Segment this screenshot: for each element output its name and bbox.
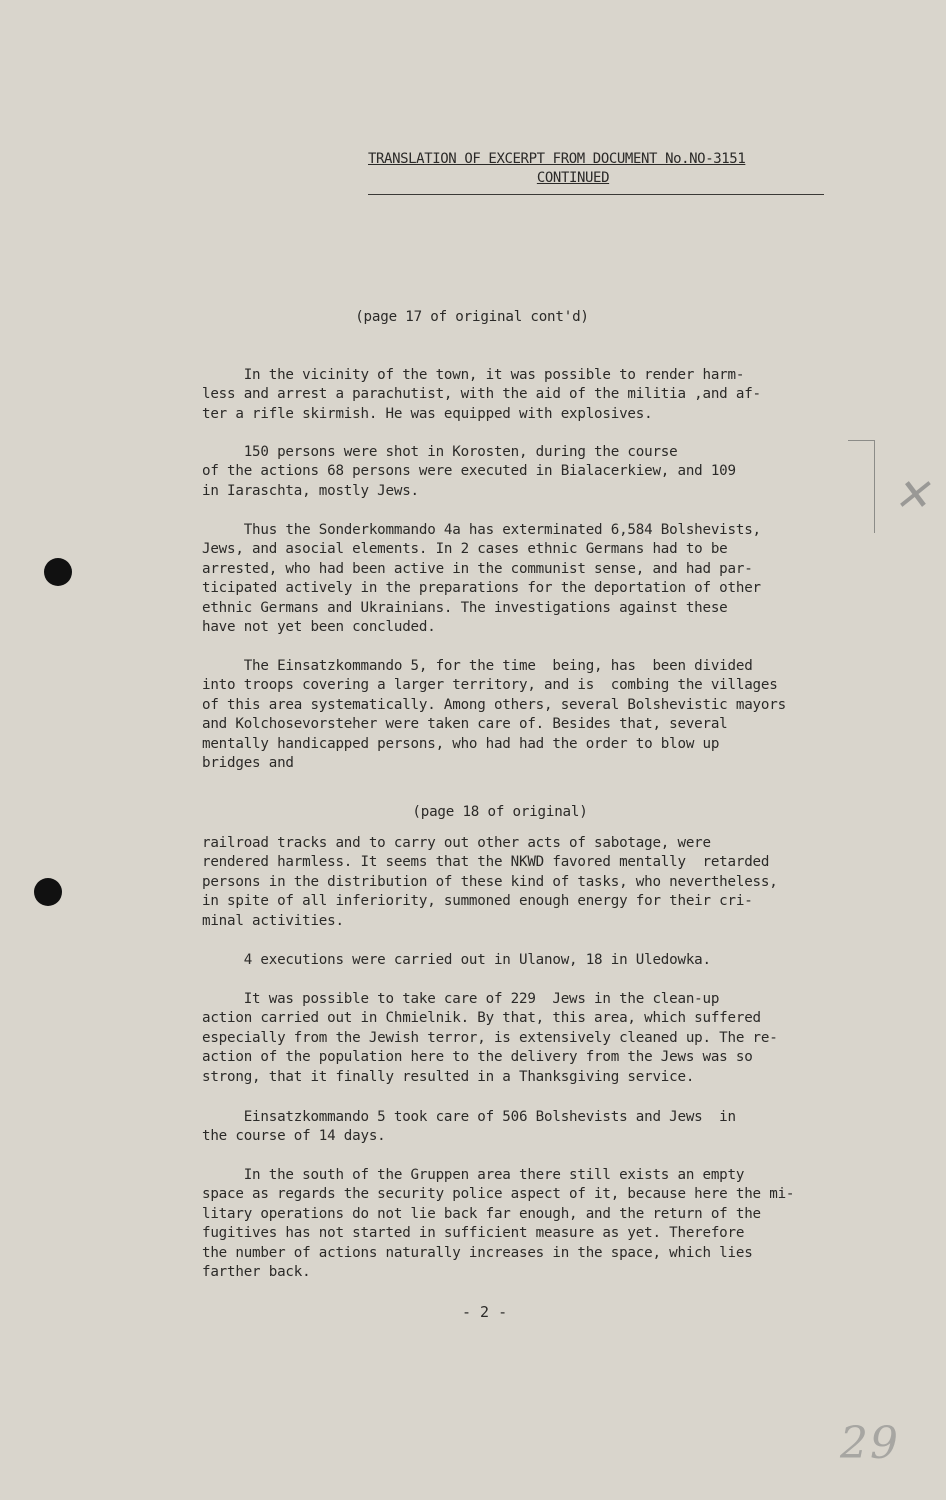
page-17-heading: (page 17 of original cont'd) [355,309,589,325]
paragraph-sonderkommando: Thus the Sonderkommando 4a has exterminated 6,584 Bolshevists, Jews, and asocial elements. In 2 cases ethnic Germans had to be arrested, who had been active in the communist sense, and had par- ticipated actively in the preparations for the deportation of other ethnic Germans and Ukrainians. The investigations against these have not yet been concluded. [202,522,761,636]
punch-hole-top [44,558,72,586]
paragraph-einsatzkommando-5: Einsatzkommando 5 took care of 506 Bolshevists and Jews in the course of 14 days. [202,1109,736,1145]
paragraph-einsatzkommando: The Einsatzkommando 5, for the time being, has been divided into troops covering a larger territory, and is combing the villages of this area systematically. Among others, several Bolshevistic mayors and Kolchosevorsteher were taken care of. Besides that, several mentally handicapped persons, who had had the order to blow up bridges and [202,658,786,772]
handwritten-page-number: 29 [840,1418,900,1469]
header-title: TRANSLATION OF EXCERPT FROM DOCUMENT No.NO-3151 [368,151,746,167]
paragraph-south: In the south of the Gruppen area there still exists an empty space as regards the security police aspect of it, because here the mi- litary operations do not lie back far enough, and the return of the fugitives has not started in sufficient measure as yet. Therefore the number of actions naturally increases in the space, which lies farther back. [202,1167,795,1281]
paragraph-chmielnik: It was possible to take care of 229 Jews in the clean-up action carried out in Chmielnik. By that, this area, which suffered especially from the Jewish terror, is extensively cleaned up. The re- action of the population here to the delivery from the Jews was so strong, that it finally resulted in a Thanksgiving service. [202,991,778,1085]
header-continued: CONTINUED [536,170,610,186]
document-header [368,150,824,195]
paragraph-executions: 4 executions were carried out in Ulanow, 18 in Uledowka. [202,952,711,968]
margin-bracket-mark [848,440,875,533]
header-rule [368,194,824,195]
paragraph-korosten: 150 persons were shot in Korosten, during the course of the actions 68 persons were executed in Bialacerkiew, and 109 in Iaraschta, mostly Jews. [202,444,736,499]
margin-x-mark: ✕ [893,470,930,521]
page-18-heading: (page 18 of original) [412,804,588,820]
paragraph-railroad: railroad tracks and to carry out other acts of sabotage, were rendered harmless. It seems that the NKWD favored mentally retarded persons in the distribution of these kind of tasks, who nevertheless, in spite of all inferiority, summoned enough energy for their cri- minal activities. [202,835,778,929]
page-number: - 2 - [462,1303,508,1321]
paragraph-parachutist: In the vicinity of the town, it was possible to render harm- less and arrest a parachutist, with the aid of the militia ,and af- ter a rifle skirmish. He was equipped with explosives. [202,367,761,422]
punch-hole-bottom [34,878,62,906]
